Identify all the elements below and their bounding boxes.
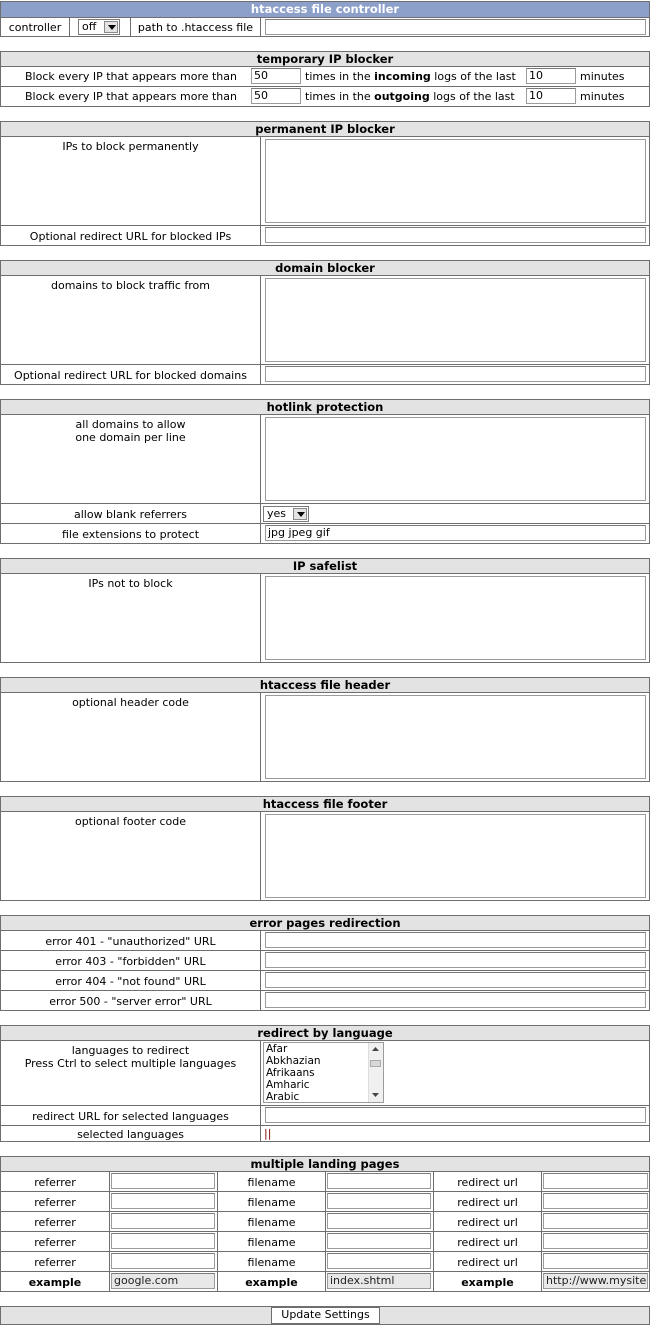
landing-cell (0, 1271, 110, 1292)
landing-cell (433, 1251, 542, 1272)
redirect-url-input[interactable] (543, 1173, 648, 1189)
filename-input[interactable] (327, 1213, 431, 1229)
referrer-label: referrer (34, 1236, 76, 1249)
landing-cell (217, 1211, 326, 1232)
outgoing-minutes-input[interactable]: 10 (526, 88, 576, 104)
blank-referrers-select[interactable] (263, 506, 309, 522)
hotlink-allow-textarea[interactable] (265, 417, 646, 501)
safelist-title: IP safelist (0, 558, 650, 574)
error-500-label-cell (0, 990, 261, 1011)
filename-label: filename (247, 1176, 296, 1189)
redirect-url-input[interactable] (543, 1253, 648, 1269)
scrollbar-thumb[interactable] (370, 1060, 381, 1067)
landing-cell (0, 1251, 110, 1272)
landing-cell (433, 1271, 542, 1292)
scroll-down-icon[interactable] (369, 1090, 382, 1100)
language-option[interactable]: Afar (266, 1043, 288, 1055)
redirect-url-input[interactable] (543, 1233, 648, 1249)
row-prefix-label: Block every IP that appears more than (25, 70, 237, 83)
landing-cell (217, 1271, 326, 1292)
example-filename-input[interactable]: index.shtml (327, 1273, 431, 1289)
hotlink-allow-label-cell (0, 414, 261, 504)
hotlink-allow-label-line1: all domains to allow (75, 418, 186, 431)
error-401-label-cell (0, 930, 261, 951)
filename-input[interactable] (327, 1233, 431, 1249)
referrer-label: referrer (34, 1196, 76, 1209)
file-header-title: htaccess file header (0, 677, 650, 693)
filename-label: filename (247, 1256, 296, 1269)
error-404-input[interactable] (265, 972, 646, 988)
file-header-label-cell (0, 692, 261, 782)
filename-label: filename (247, 1236, 296, 1249)
landing-cell (217, 1171, 326, 1192)
scroll-up-icon[interactable] (369, 1044, 382, 1054)
domain-list-label: domains to block traffic from (50, 279, 210, 292)
language-listbox[interactable] (263, 1042, 384, 1103)
language-list-label-line1: languages to redirect (71, 1044, 190, 1057)
row-unit-label: minutes (580, 90, 625, 103)
language-option[interactable]: Arabic (266, 1091, 300, 1103)
error-403-label-cell (0, 950, 261, 971)
referrer-label: referrer (34, 1216, 76, 1229)
row-mid-label (305, 70, 516, 83)
file-footer-title: htaccess file footer (0, 796, 650, 812)
path-label: path to .htaccess file (137, 21, 254, 34)
referrer-input[interactable] (111, 1253, 215, 1269)
landing-cell (433, 1231, 542, 1252)
permanent-redirect-input[interactable] (265, 227, 646, 243)
file-extensions-input[interactable]: jpg jpeg gif (265, 525, 646, 541)
landing-cell (217, 1191, 326, 1212)
filename-input[interactable] (327, 1253, 431, 1269)
example-label: example (461, 1276, 514, 1289)
landing-cell (433, 1191, 542, 1212)
landing-cell (217, 1251, 326, 1272)
domain-list-label-cell (0, 275, 261, 365)
chevron-down-icon (104, 21, 118, 33)
temporary-blocker-row-incoming (0, 67, 650, 86)
row-direction-text: incoming (374, 70, 431, 83)
file-footer-textarea[interactable] (265, 814, 646, 898)
row-direction-text: outgoing (374, 90, 430, 103)
redirect-label: redirect url (457, 1256, 518, 1269)
language-option[interactable]: Amharic (266, 1079, 310, 1091)
error-500-input[interactable] (265, 992, 646, 1008)
permanent-ips-label: IPs to block permanently (62, 140, 199, 153)
landing-cell (0, 1211, 110, 1232)
language-list-label-line2: Press Ctrl to select multiple languages (24, 1057, 237, 1070)
row-prefix-label: Block every IP that appears more than (25, 90, 237, 103)
landing-cell (217, 1231, 326, 1252)
incoming-minutes-input[interactable]: 10 (526, 68, 576, 84)
redirect-url-input[interactable] (543, 1193, 648, 1209)
hotlink-title: hotlink protection (0, 399, 650, 415)
outgoing-count-input[interactable]: 50 (251, 88, 301, 104)
permanent-redirect-label: Optional redirect URL for blocked IPs (29, 230, 232, 243)
row-mid-text: times in the (305, 90, 371, 103)
safelist-label: IPs not to block (88, 577, 173, 590)
filename-input[interactable] (327, 1173, 431, 1189)
controller-select-value: off (82, 20, 97, 33)
selected-languages-label-cell (0, 1125, 261, 1142)
controller-label-cell (0, 17, 70, 37)
language-option[interactable]: Afrikaans (266, 1067, 315, 1079)
redirect-label: redirect url (457, 1196, 518, 1209)
referrer-label: referrer (34, 1256, 76, 1269)
blank-referrers-label-cell (0, 503, 261, 524)
blank-referrers-select-cell (260, 503, 650, 524)
error-403-input[interactable] (265, 952, 646, 968)
language-redirect-label-cell (0, 1105, 261, 1126)
row-unit-label: minutes (580, 70, 625, 83)
example-label: example (28, 1276, 82, 1289)
error-pages-title: error pages redirection (0, 915, 650, 931)
file-footer-label-cell (0, 811, 261, 901)
filename-label: filename (247, 1216, 296, 1229)
redirect-label: redirect url (457, 1176, 518, 1189)
row-suffix-text: logs of the last (434, 70, 516, 83)
selected-languages-value: || (264, 1127, 272, 1140)
domain-blocker-title: domain blocker (0, 260, 650, 276)
error-401-input[interactable] (265, 932, 646, 948)
example-referrer-input[interactable]: google.com (111, 1273, 215, 1289)
language-title: redirect by language (0, 1025, 650, 1041)
filename-input[interactable] (327, 1193, 431, 1209)
controller-label: controller (8, 21, 62, 34)
redirect-label: redirect url (457, 1216, 518, 1229)
controller-section-title: htaccess file controller (0, 1, 650, 18)
blank-referrers-label: allow blank referrers (73, 508, 187, 521)
blank-referrers-value: yes (267, 507, 287, 520)
file-header-label: optional header code (72, 696, 189, 709)
selected-languages-label: selected languages (77, 1128, 184, 1141)
row-mid-text: times in the (305, 70, 371, 83)
path-label-cell (130, 17, 261, 37)
domain-redirect-label-cell (0, 364, 261, 385)
file-extensions-label-cell (0, 523, 261, 544)
example-redirect-input[interactable]: http://www.mysite (543, 1273, 648, 1289)
permanent-blocker-title: permanent IP blocker (0, 121, 650, 137)
landing-title: multiple landing pages (0, 1156, 650, 1172)
language-redirect-label: redirect URL for selected languages (32, 1110, 229, 1123)
language-scrollbar[interactable] (368, 1043, 383, 1102)
temporary-blocker-title: temporary IP blocker (0, 51, 650, 67)
landing-cell (433, 1171, 542, 1192)
row-suffix-text: logs of the last (433, 90, 515, 103)
redirect-url-input[interactable] (543, 1213, 648, 1229)
hotlink-allow-label-line2: one domain per line (75, 431, 186, 444)
redirect-label: redirect url (457, 1236, 518, 1249)
landing-cell (433, 1211, 542, 1232)
domain-redirect-input[interactable] (265, 366, 646, 382)
file-footer-label: optional footer code (74, 815, 187, 828)
language-list-label-cell (0, 1040, 261, 1106)
controller-select[interactable] (78, 19, 120, 35)
permanent-redirect-label-cell (0, 225, 261, 246)
example-label: example (245, 1276, 298, 1289)
error-404-label-cell (0, 970, 261, 991)
referrer-input[interactable] (111, 1213, 215, 1229)
landing-cell (0, 1231, 110, 1252)
file-extensions-label: file extensions to protect (61, 528, 200, 541)
selected-languages-value-cell (260, 1125, 650, 1142)
language-option[interactable]: Abkhazian (266, 1055, 321, 1067)
domain-redirect-label: Optional redirect URL for blocked domains (14, 369, 247, 382)
referrer-label: referrer (34, 1176, 76, 1189)
landing-cell (0, 1191, 110, 1212)
path-input[interactable] (265, 19, 646, 35)
referrer-input[interactable] (111, 1193, 215, 1209)
error-404-label: error 404 - "not found" URL (55, 975, 206, 988)
permanent-ips-label-cell (0, 136, 261, 226)
safelist-label-cell (0, 573, 261, 663)
row-mid-label (305, 90, 515, 103)
chevron-down-icon (293, 508, 307, 520)
safelist-textarea[interactable] (265, 576, 646, 660)
permanent-ips-textarea[interactable] (265, 139, 646, 223)
domain-list-textarea[interactable] (265, 278, 646, 362)
landing-cell (0, 1171, 110, 1192)
file-header-textarea[interactable] (265, 695, 646, 779)
error-401-label: error 401 - "unauthorized" URL (45, 935, 216, 948)
filename-label: filename (247, 1196, 296, 1209)
incoming-count-input[interactable]: 50 (251, 68, 301, 84)
referrer-input[interactable] (111, 1233, 215, 1249)
update-settings-button[interactable]: Update Settings (271, 1307, 380, 1324)
language-redirect-input[interactable] (265, 1107, 646, 1123)
referrer-input[interactable] (111, 1173, 215, 1189)
error-403-label: error 403 - "forbidden" URL (55, 955, 206, 968)
error-500-label: error 500 - "server error" URL (49, 995, 212, 1008)
temporary-blocker-row-outgoing (0, 87, 650, 106)
